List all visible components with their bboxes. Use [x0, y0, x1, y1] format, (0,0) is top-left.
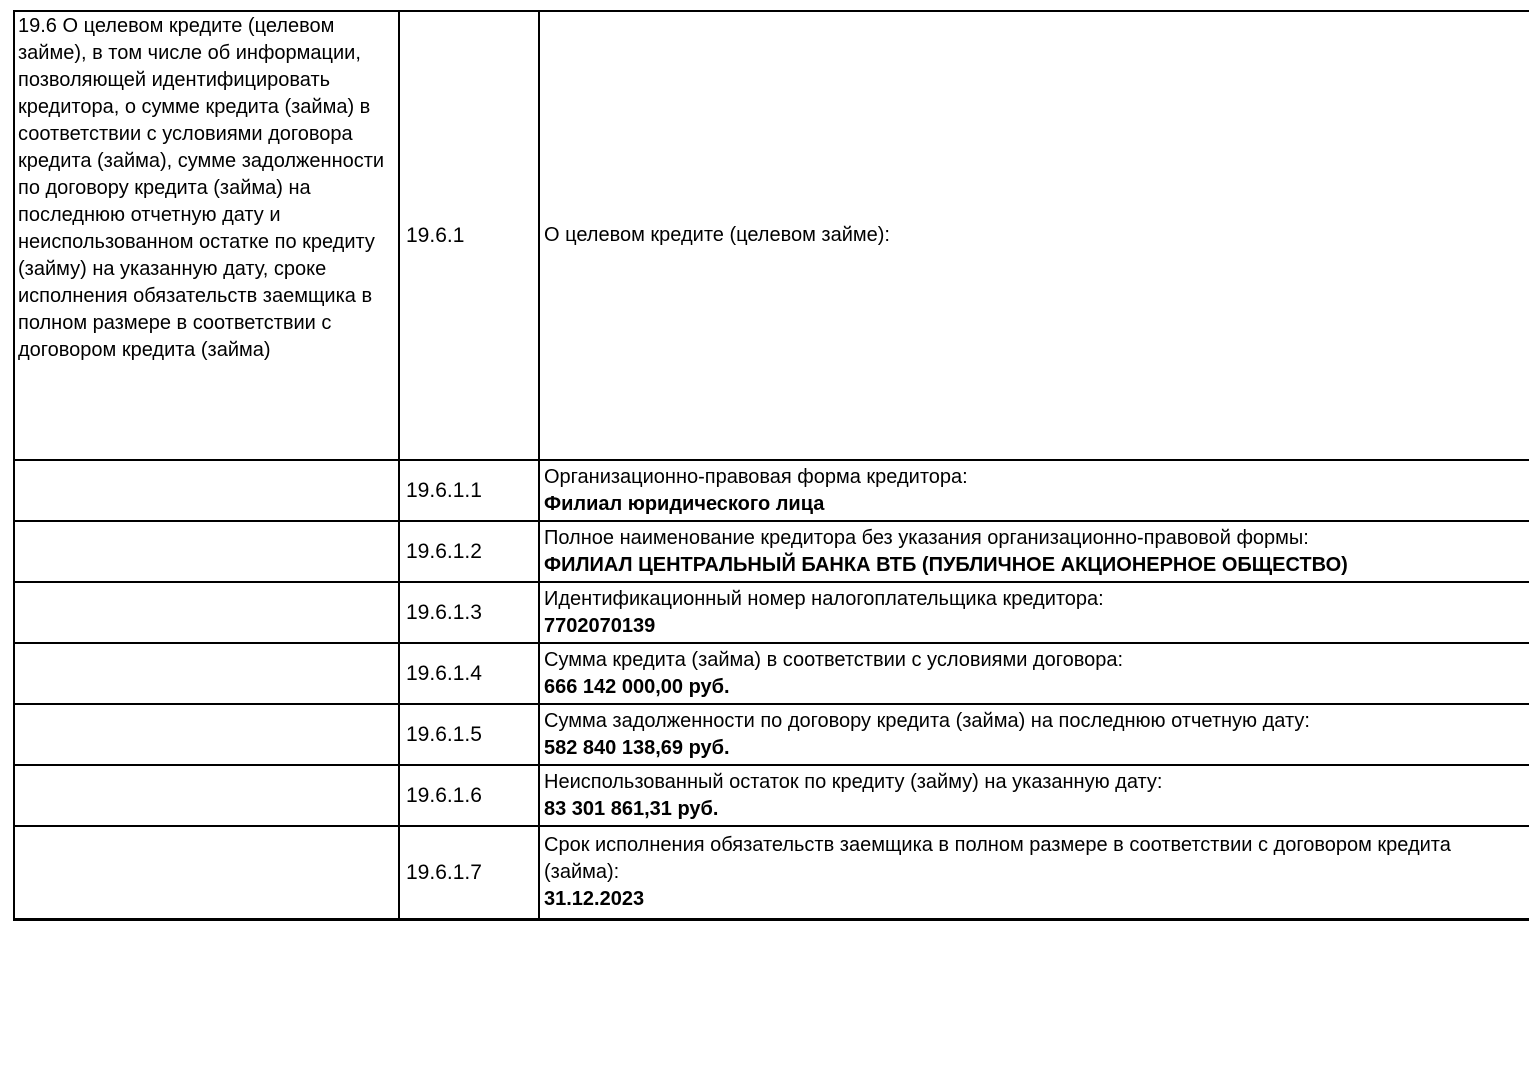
section-cell — [14, 460, 399, 521]
item-content — [539, 11, 1529, 460]
item-label: Неиспользованный остаток по кредиту (займу) на указанную дату: — [544, 770, 1163, 793]
section-cell — [14, 521, 399, 582]
item-number: 19.6.1.6 — [399, 765, 539, 826]
table-row — [14, 582, 1529, 643]
section-cell — [14, 826, 399, 920]
item-label: Полное наименование кредитора без указания организационно-правовой формы: — [544, 526, 1309, 549]
item-value: 31.12.2023 — [544, 888, 645, 910]
item-number: 19.6.1.7 — [399, 826, 539, 920]
table-row — [14, 460, 1529, 521]
section-cell — [14, 11, 399, 460]
item-content — [539, 460, 1529, 521]
item-label: Идентификационный номер налогоплательщика кредитора: — [544, 587, 1104, 610]
table-row — [14, 521, 1529, 582]
item-number: 19.6.1.5 — [399, 704, 539, 765]
table-row — [14, 704, 1529, 765]
item-number: 19.6.1 — [399, 11, 539, 460]
item-value: Филиал юридического лица — [544, 492, 825, 515]
item-label: Срок исполнения обязательств заемщика в полном размере в соответствии с договором кредита (займа): — [544, 834, 1451, 883]
item-label: О целевом кредите (целевом займе): — [544, 224, 890, 246]
table-row — [14, 765, 1529, 826]
section-cell — [14, 765, 399, 826]
item-content — [539, 704, 1529, 765]
item-number: 19.6.1.3 — [399, 582, 539, 643]
item-value: 83 301 861,31 руб. — [544, 797, 719, 820]
item-content — [539, 826, 1529, 920]
credit-info-table — [13, 10, 1529, 921]
item-value: ФИЛИАЛ ЦЕНТРАЛЬНЫЙ БАНКА ВТБ (ПУБЛИЧНОЕ АКЦИОНЕРНОЕ ОБЩЕСТВО) — [544, 553, 1348, 576]
table-row — [14, 11, 1529, 460]
item-value: 666 142 000,00 руб. — [544, 675, 730, 698]
item-label: Сумма задолженности по договору кредита (займа) на последнюю отчетную дату: — [544, 709, 1310, 732]
section-text: 19.6 О целевом кредите (целевом займе), в том числе об информации, позволяющей идентифицировать кредитора, о сумме кредита (займа) в соответствии с условиями договора кредита (займа), сумме задолженности по договору кредита (займа) на последнюю отчетную дату и неиспользованном остатке по кредиту (займу) на указанную дату, сроке исполнения обязательств заемщика в полном размере в соответствии с договором кредита (займа) — [18, 15, 385, 361]
item-content — [539, 765, 1529, 826]
item-value: 582 840 138,69 руб. — [544, 736, 730, 759]
item-value: 7702070139 — [544, 614, 656, 637]
item-content — [539, 582, 1529, 643]
table-body — [14, 11, 1529, 920]
item-number: 19.6.1.1 — [399, 460, 539, 521]
item-number: 19.6.1.4 — [399, 643, 539, 704]
item-label: Организационно-правовая форма кредитора: — [544, 465, 968, 488]
item-number: 19.6.1.2 — [399, 521, 539, 582]
item-label: Сумма кредита (займа) в соответствии с условиями договора: — [544, 648, 1124, 671]
item-content — [539, 643, 1529, 704]
table-row — [14, 826, 1529, 920]
item-content — [539, 521, 1529, 582]
section-cell — [14, 582, 399, 643]
table-row — [14, 643, 1529, 704]
section-cell — [14, 704, 399, 765]
section-cell — [14, 643, 399, 704]
